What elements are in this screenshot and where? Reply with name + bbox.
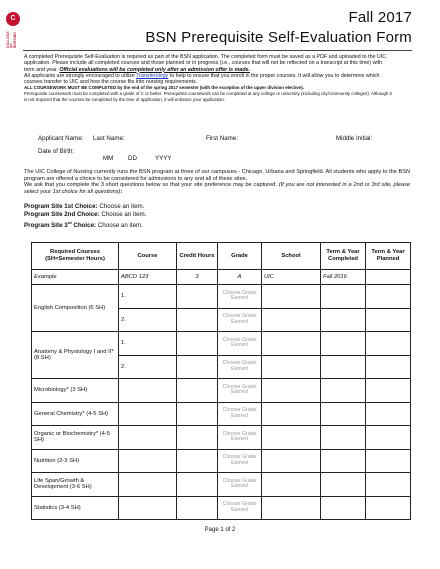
col-term-planned: Term & Year Planned bbox=[366, 243, 411, 270]
school-field[interactable] bbox=[262, 308, 321, 332]
term-planned-field[interactable] bbox=[366, 496, 411, 520]
term-completed-field[interactable] bbox=[321, 473, 366, 497]
course-requirement: English Composition (6 SH) bbox=[32, 285, 119, 332]
dob-year-field[interactable]: YYYY bbox=[155, 155, 172, 162]
credit-hours-field[interactable] bbox=[177, 379, 218, 403]
col-school: School bbox=[262, 243, 321, 270]
course-number-field[interactable] bbox=[119, 449, 177, 473]
dob-day-field[interactable]: DD bbox=[128, 155, 137, 162]
col-grade: Grade bbox=[218, 243, 262, 270]
grade-dropdown[interactable]: Choose Grade Earned bbox=[218, 355, 262, 379]
transferology-link[interactable]: Transferology bbox=[136, 72, 169, 79]
grade-dropdown[interactable]: Choose Grade Earned bbox=[218, 379, 262, 403]
term-planned-field[interactable] bbox=[366, 426, 411, 450]
site-choice-2: Program Site 2nd Choice: Choose an item. bbox=[24, 210, 147, 218]
term-completed-field[interactable] bbox=[321, 402, 366, 426]
intro-text bbox=[24, 54, 394, 102]
campus-text: The UIC College of Nursing currently runs the BSN program at three of our campuses - Chicago, Urbana and Springfield. All students who apply to the BSN program are offered a choice to be considered for admissions to any and all of these sites. We ask that you complete the 3 short questions below so that your site preference may be captured. (If you are not interested in a 2nd or 3rd site, please select your 1st choice for all questions): bbox=[24, 169, 410, 195]
term-completed-field[interactable] bbox=[321, 285, 366, 309]
course-number-field[interactable] bbox=[119, 473, 177, 497]
col-term-completed: Term & Year Completed bbox=[321, 243, 366, 270]
site-choices bbox=[24, 203, 146, 229]
site-choice-3: Program Site 3rd Choice: Choose an item. bbox=[24, 219, 143, 229]
table-row bbox=[32, 473, 411, 497]
table-row bbox=[32, 379, 411, 403]
table-row bbox=[32, 496, 411, 520]
col-course: Course bbox=[119, 243, 177, 270]
term-planned-field[interactable] bbox=[366, 332, 411, 356]
form-year: Fall 2017 bbox=[348, 9, 412, 26]
grade-dropdown[interactable]: Choose Grade Earned bbox=[218, 426, 262, 450]
term-planned-field[interactable] bbox=[366, 355, 411, 379]
course-requirement: Life Span/Growth & Development (3-6 SH) bbox=[32, 473, 119, 497]
school-field[interactable] bbox=[262, 449, 321, 473]
logo-text: COLLEGE OF NURSING bbox=[6, 31, 17, 48]
school-field[interactable] bbox=[262, 332, 321, 356]
school-field[interactable] bbox=[262, 355, 321, 379]
term-completed-field[interactable] bbox=[321, 496, 366, 520]
school-field[interactable] bbox=[262, 285, 321, 309]
term-planned-field[interactable] bbox=[366, 379, 411, 403]
col-required-courses: Required Courses (SH=Semester Hours) bbox=[32, 243, 119, 270]
term-completed-field[interactable] bbox=[321, 379, 366, 403]
term-completed-field[interactable] bbox=[321, 332, 366, 356]
prerequisite-table bbox=[31, 242, 411, 520]
course-requirement: Microbiology* (3 SH) bbox=[32, 379, 119, 403]
grade-dropdown[interactable]: Choose Grade Earned bbox=[218, 308, 262, 332]
official-evaluation-note: Official evaluations will be completed only after an admission offer is made. bbox=[59, 66, 250, 73]
course-requirement: General Chemistry* (4-5 SH) bbox=[32, 402, 119, 426]
middle-initial-field[interactable]: Middle Initial: bbox=[336, 135, 373, 142]
school-field[interactable] bbox=[262, 496, 321, 520]
intro-paragraph-3: ALL COURSEWORK MUST BE COMPLETED by the end of the spring 2017 semester (with the exception of the upper division elective). bbox=[24, 85, 304, 91]
applicant-name-label: Applicant Name: bbox=[38, 135, 84, 142]
intro-paragraph-1: A completed Prerequisite Self-Evaluation is required as part of the BSN application. The completed form must be saved as a PDF and uploaded to the UIC application. Please include all completed courses and those planned or in progress (i.e., courses that will not be reflected on a transcript at this time) with term and year. Official evaluations will be completed only after an admission offer is made. bbox=[24, 54, 387, 73]
term-completed-field[interactable] bbox=[321, 449, 366, 473]
page-number: Page 1 of 2 bbox=[204, 527, 236, 533]
grade-dropdown[interactable]: Choose Grade Earned bbox=[218, 449, 262, 473]
table-row bbox=[32, 449, 411, 473]
grade-dropdown[interactable]: Choose Grade Earned bbox=[218, 332, 262, 356]
credit-hours-field[interactable] bbox=[177, 496, 218, 520]
school-field[interactable] bbox=[262, 402, 321, 426]
credit-hours-field[interactable] bbox=[177, 332, 218, 356]
course-number-field[interactable]: 2. bbox=[119, 355, 177, 379]
table-row bbox=[32, 285, 411, 309]
term-completed-field[interactable] bbox=[321, 308, 366, 332]
credit-hours-field[interactable] bbox=[177, 402, 218, 426]
term-planned-field[interactable] bbox=[366, 285, 411, 309]
term-planned-field[interactable] bbox=[366, 473, 411, 497]
school-field[interactable] bbox=[262, 426, 321, 450]
table-row bbox=[32, 426, 411, 450]
school-field[interactable] bbox=[262, 473, 321, 497]
course-number-field[interactable]: 2. bbox=[119, 308, 177, 332]
dob-label: Date of Birth: bbox=[38, 148, 75, 155]
course-number-field[interactable] bbox=[119, 379, 177, 403]
school-field[interactable] bbox=[262, 379, 321, 403]
logo-mark: C bbox=[6, 12, 20, 26]
grade-dropdown[interactable]: Choose Grade Earned bbox=[218, 285, 262, 309]
site-choice-1-dropdown[interactable]: Choose an item. bbox=[99, 203, 145, 210]
intro-paragraph-2: All applicants are strongly encouraged to utilize Transferology to help to ensure that you enroll in the proper courses. It will allow you to determine which courses transfer to UIC and how the course fits into nursing requirements. bbox=[24, 72, 380, 86]
table-header-row bbox=[32, 243, 411, 270]
last-name-field[interactable]: Last Name: bbox=[93, 135, 125, 142]
form-title: BSN Prerequisite Self-Evaluation Form bbox=[145, 29, 412, 46]
site-choice-2-dropdown[interactable]: Choose an item. bbox=[101, 210, 147, 218]
term-completed-field[interactable] bbox=[321, 426, 366, 450]
term-planned-field[interactable] bbox=[366, 402, 411, 426]
intro-paragraph-4: Prerequisite coursework must be completed with a grade of C or better. Prerequisite coursework can be completed at any college or university (including city/community colleges). Although it is not required that the courses be completed by the time of application, it will enhance your application. bbox=[24, 91, 392, 102]
credit-hours-field[interactable] bbox=[177, 355, 218, 379]
credit-hours-field[interactable] bbox=[177, 285, 218, 309]
table-body bbox=[32, 270, 411, 520]
term-planned-field[interactable] bbox=[366, 308, 411, 332]
credit-hours-field[interactable] bbox=[177, 426, 218, 450]
course-number-field[interactable] bbox=[119, 426, 177, 450]
col-credit-hours: Credit Hours bbox=[177, 243, 218, 270]
course-requirement: Organic or Biochemistry* (4-5 SH) bbox=[32, 426, 119, 450]
course-number-field[interactable]: 1. bbox=[119, 332, 177, 356]
credit-hours-field[interactable] bbox=[177, 308, 218, 332]
grade-dropdown[interactable]: Choose Grade Earned bbox=[218, 402, 262, 426]
course-requirement: Nutrition (2-3 SH) bbox=[32, 449, 119, 473]
example-row: Example ABCD 123 3 A UIC Fall 2016 bbox=[32, 270, 411, 285]
site-choice-1: Program Site 1st Choice: Choose an item. bbox=[24, 203, 145, 210]
course-number-field[interactable] bbox=[119, 496, 177, 520]
grade-dropdown[interactable]: Choose Grade Earned bbox=[218, 496, 262, 520]
table-row bbox=[32, 402, 411, 426]
header-rule bbox=[23, 50, 412, 51]
table-row bbox=[32, 332, 411, 356]
uic-logo bbox=[4, 12, 23, 48]
term-completed-field[interactable] bbox=[321, 355, 366, 379]
course-requirement: Anatomy & Physiology I and II* (8 SH) bbox=[32, 332, 119, 379]
grade-dropdown[interactable]: Choose Grade Earned bbox=[218, 473, 262, 497]
dob-month-field[interactable]: MM bbox=[103, 155, 114, 162]
term-planned-field[interactable] bbox=[366, 449, 411, 473]
course-number-field[interactable]: 1. bbox=[119, 285, 177, 309]
site-choice-3-dropdown[interactable]: Choose an item. bbox=[97, 221, 143, 229]
course-number-field[interactable] bbox=[119, 402, 177, 426]
course-requirement: Statistics (3-4 SH) bbox=[32, 496, 119, 520]
first-name-field[interactable]: First Name: bbox=[206, 135, 238, 142]
credit-hours-field[interactable] bbox=[177, 449, 218, 473]
credit-hours-field[interactable] bbox=[177, 473, 218, 497]
